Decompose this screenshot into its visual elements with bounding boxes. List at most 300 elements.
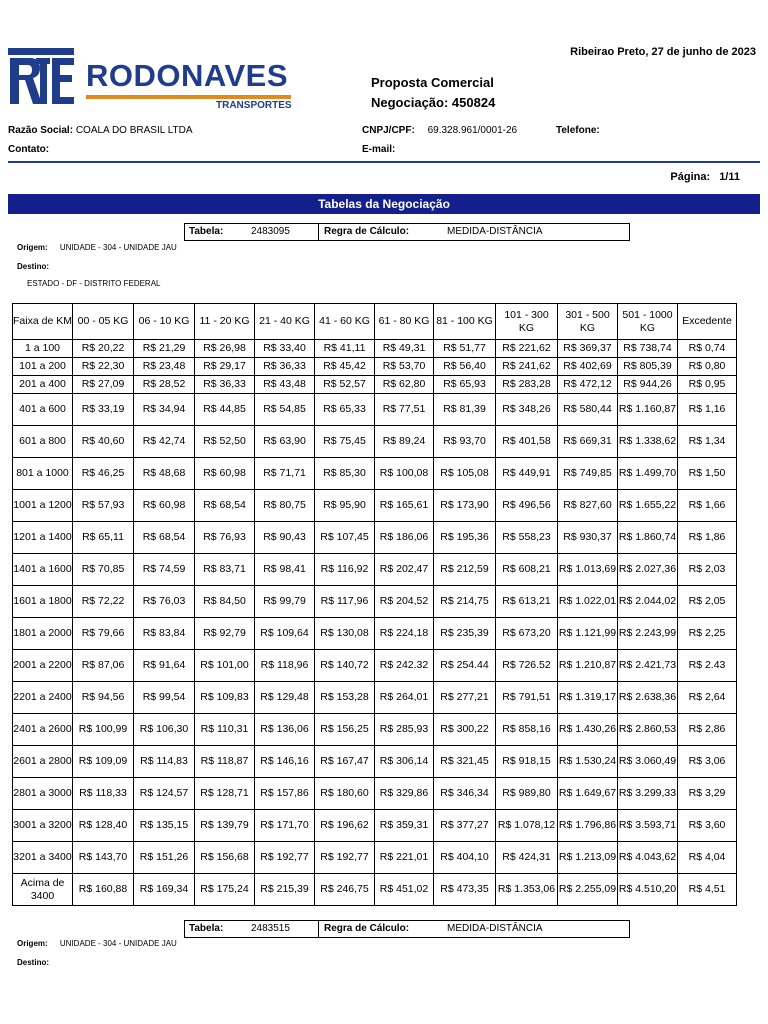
page-label: Página:	[670, 171, 711, 183]
rate-cell: R$ 151,26	[134, 842, 195, 874]
logo-subtitle: TRANSPORTES	[216, 100, 292, 111]
rate-cell: R$ 117,96	[315, 586, 375, 618]
rate-cell: R$ 613,21	[496, 586, 558, 618]
rate-cell: R$ 99,54	[134, 682, 195, 714]
rate-cell: R$ 169,34	[134, 874, 195, 906]
table-row	[13, 842, 737, 874]
rate-cell: R$ 92,79	[195, 618, 255, 650]
rate-cell: R$ 321,45	[434, 746, 496, 778]
rate-cell: R$ 2.027,36	[618, 554, 678, 586]
table2-regra-label: Regra de Cálculo:	[324, 923, 410, 934]
rate-cell: R$ 1,66	[678, 490, 737, 522]
rate-cell: R$ 1.338,62	[618, 426, 678, 458]
rate-cell: R$ 1.649,67	[558, 778, 618, 810]
rate-cell: R$ 424,31	[496, 842, 558, 874]
km-range-cell: 1 a 100	[13, 340, 73, 358]
table1-destino-value: ESTADO - DF - DISTRITO FEDERAL	[27, 279, 161, 288]
rate-cell: R$ 56,40	[434, 358, 496, 376]
rate-cell: R$ 472,12	[558, 376, 618, 394]
company-logo	[6, 44, 296, 114]
rate-cell: R$ 1.160,87	[618, 394, 678, 426]
km-range-cell: 1201 a 1400	[13, 522, 73, 554]
rate-cell: R$ 57,93	[73, 490, 134, 522]
table1-origem-value: UNIDADE - 304 - UNIDADE JAU	[59, 243, 177, 252]
rate-cell: R$ 221,01	[375, 842, 434, 874]
km-range-cell: 2001 a 2200	[13, 650, 73, 682]
rate-cell: R$ 4.043,62	[618, 842, 678, 874]
rate-cell: R$ 1.796,86	[558, 810, 618, 842]
rate-cell: R$ 1.319,17	[558, 682, 618, 714]
rate-cell: R$ 52,57	[315, 376, 375, 394]
rate-cell: R$ 63,90	[255, 426, 315, 458]
rate-cell: R$ 167,47	[315, 746, 375, 778]
rate-cell: R$ 4,51	[678, 874, 737, 906]
rate-cell: R$ 1.655,22	[618, 490, 678, 522]
rate-cell: R$ 109,09	[73, 746, 134, 778]
rate-cell: R$ 3,06	[678, 746, 737, 778]
table1-header-separator	[318, 223, 319, 241]
table-row	[13, 358, 737, 376]
rate-cell: R$ 107,45	[315, 522, 375, 554]
rate-cell: R$ 118,33	[73, 778, 134, 810]
rate-cell: R$ 805,39	[618, 358, 678, 376]
rate-cell: R$ 473,35	[434, 874, 496, 906]
rate-cell: R$ 44,85	[195, 394, 255, 426]
rate-cell: R$ 2.255,09	[558, 874, 618, 906]
table-row	[13, 426, 737, 458]
table1-tabela-value: 2483095	[251, 226, 290, 237]
header-cell: 301 - 500 KG	[558, 304, 618, 340]
rate-cell: R$ 65,93	[434, 376, 496, 394]
table-row	[13, 490, 737, 522]
rate-cell: R$ 105,08	[434, 458, 496, 490]
table-row	[13, 586, 737, 618]
rate-cell: R$ 1.210,87	[558, 650, 618, 682]
rate-cell: R$ 135,15	[134, 810, 195, 842]
header-cell: Excedente	[678, 304, 737, 340]
rate-cell: R$ 65,33	[315, 394, 375, 426]
rate-cell: R$ 3.299,33	[618, 778, 678, 810]
rate-cell: R$ 33,40	[255, 340, 315, 358]
rate-cell: R$ 3,29	[678, 778, 737, 810]
table1-tabela-label: Tabela:	[189, 226, 224, 237]
km-range-cell: 2801 a 3000	[13, 778, 73, 810]
rate-cell: R$ 143,70	[73, 842, 134, 874]
rate-cell: R$ 0,74	[678, 340, 737, 358]
rate-cell: R$ 65,11	[73, 522, 134, 554]
km-range-cell: 201 a 400	[13, 376, 73, 394]
rate-cell: R$ 2.421,73	[618, 650, 678, 682]
table2-tabela-value: 2483515	[251, 923, 290, 934]
rate-cell: R$ 139,79	[195, 810, 255, 842]
rate-cell: R$ 60,98	[195, 458, 255, 490]
rate-cell: R$ 156,68	[195, 842, 255, 874]
table-row	[13, 714, 737, 746]
rate-cell: R$ 0,95	[678, 376, 737, 394]
rate-cell: R$ 90,43	[255, 522, 315, 554]
table2-origem-label: Origem:	[17, 939, 48, 948]
rate-cell: R$ 27,09	[73, 376, 134, 394]
table-row	[13, 874, 737, 906]
rate-cell: R$ 1.353,06	[496, 874, 558, 906]
rate-cell: R$ 109,83	[195, 682, 255, 714]
rate-cell: R$ 36,33	[255, 358, 315, 376]
rte-logo-icon	[6, 44, 78, 114]
rate-cell: R$ 204,52	[375, 586, 434, 618]
rate-cell: R$ 2.243,99	[618, 618, 678, 650]
rate-cell: R$ 242.32	[375, 650, 434, 682]
rate-cell: R$ 22,30	[73, 358, 134, 376]
rate-cell: R$ 944,26	[618, 376, 678, 394]
rate-cell: R$ 306,14	[375, 746, 434, 778]
rate-cell: R$ 89,24	[375, 426, 434, 458]
rate-cell: R$ 2.638,36	[618, 682, 678, 714]
rate-cell: R$ 128,40	[73, 810, 134, 842]
km-range-cell: 601 a 800	[13, 426, 73, 458]
table-row	[13, 554, 737, 586]
km-range-cell: 1601 a 1800	[13, 586, 73, 618]
km-range-cell: 1801 a 2000	[13, 618, 73, 650]
rate-cell: R$ 214,75	[434, 586, 496, 618]
rate-cell: R$ 114,83	[134, 746, 195, 778]
table1-regra-value: MEDIDA-DISTÂNCIA	[447, 226, 543, 237]
rate-cell: R$ 402,69	[558, 358, 618, 376]
rate-cell: R$ 1.530,24	[558, 746, 618, 778]
rate-cell: R$ 40,60	[73, 426, 134, 458]
rate-cell: R$ 186,06	[375, 522, 434, 554]
km-range-cell: 101 a 200	[13, 358, 73, 376]
rate-cell: R$ 451,02	[375, 874, 434, 906]
rate-cell: R$ 160,88	[73, 874, 134, 906]
razao-social-row	[8, 125, 193, 136]
header-cell: 41 - 60 KG	[315, 304, 375, 340]
table2-header-separator	[318, 920, 319, 938]
rate-cell: R$ 106,30	[134, 714, 195, 746]
rate-cell: R$ 70,85	[73, 554, 134, 586]
km-range-cell: 2601 a 2800	[13, 746, 73, 778]
rate-cell: R$ 33,19	[73, 394, 134, 426]
telefone-row	[556, 125, 600, 136]
rate-cell: R$ 277,21	[434, 682, 496, 714]
rate-cell: R$ 264,01	[375, 682, 434, 714]
rate-cell: R$ 84,50	[195, 586, 255, 618]
logo-underline	[86, 95, 291, 99]
rate-cell: R$ 3.593,71	[618, 810, 678, 842]
rate-cell: R$ 74,59	[134, 554, 195, 586]
header-cell: 61 - 80 KG	[375, 304, 434, 340]
rate-cell: R$ 60,98	[134, 490, 195, 522]
rate-cell: R$ 359,31	[375, 810, 434, 842]
rate-cell: R$ 2.044,02	[618, 586, 678, 618]
table1-regra-label: Regra de Cálculo:	[324, 226, 410, 237]
page-value: 1/11	[719, 171, 740, 183]
rate-cell: R$ 989,80	[496, 778, 558, 810]
header-divider	[8, 161, 760, 163]
rate-cell: R$ 81,39	[434, 394, 496, 426]
rate-cell: R$ 53,70	[375, 358, 434, 376]
rate-cell: R$ 1.430,26	[558, 714, 618, 746]
rate-cell: R$ 171,70	[255, 810, 315, 842]
table2-destino-label: Destino:	[17, 958, 49, 967]
rate-cell: R$ 1,86	[678, 522, 737, 554]
rate-cell: R$ 827,60	[558, 490, 618, 522]
rate-cell: R$ 241,62	[496, 358, 558, 376]
razao-social-value: COALA DO BRASIL LTDA	[75, 125, 193, 136]
rate-cell: R$ 94,56	[73, 682, 134, 714]
rate-cell: R$ 1.013,69	[558, 554, 618, 586]
rate-cell: R$ 673,20	[496, 618, 558, 650]
rate-cell: R$ 156,25	[315, 714, 375, 746]
rate-cell: R$ 116,92	[315, 554, 375, 586]
rate-cell: R$ 98,41	[255, 554, 315, 586]
rate-cell: R$ 36,33	[195, 376, 255, 394]
rate-cell: R$ 4,04	[678, 842, 737, 874]
rate-cell: R$ 2.860,53	[618, 714, 678, 746]
rate-cell: R$ 128,71	[195, 778, 255, 810]
km-range-cell: 2201 a 2400	[13, 682, 73, 714]
rate-cell: R$ 20,22	[73, 340, 134, 358]
rate-cell: R$ 52,50	[195, 426, 255, 458]
rate-cell: R$ 41,11	[315, 340, 375, 358]
rate-cell: R$ 930,37	[558, 522, 618, 554]
proposal-block	[371, 73, 495, 113]
rate-cell: R$ 91,64	[134, 650, 195, 682]
rate-cell: R$ 738,74	[618, 340, 678, 358]
rate-cell: R$ 1,50	[678, 458, 737, 490]
table2-origem	[17, 939, 177, 948]
rate-cell: R$ 377,27	[434, 810, 496, 842]
rate-cell: R$ 202,47	[375, 554, 434, 586]
rate-cell: R$ 93,70	[434, 426, 496, 458]
page-indicator	[670, 171, 740, 183]
rate-cell: R$ 749,85	[558, 458, 618, 490]
rate-cell: R$ 153,28	[315, 682, 375, 714]
rate-cell: R$ 46,25	[73, 458, 134, 490]
rate-cell: R$ 51,77	[434, 340, 496, 358]
km-range-cell: 3001 a 3200	[13, 810, 73, 842]
rate-cell: R$ 300,22	[434, 714, 496, 746]
header-cell: 501 - 1000 KG	[618, 304, 678, 340]
rate-cell: R$ 1.121,99	[558, 618, 618, 650]
rate-cell: R$ 669,31	[558, 426, 618, 458]
rate-cell: R$ 791,51	[496, 682, 558, 714]
rate-cell: R$ 23,48	[134, 358, 195, 376]
cnpj-value: 69.328.961/0001-26	[427, 125, 518, 136]
rate-cell: R$ 87,06	[73, 650, 134, 682]
rate-cell: R$ 235,39	[434, 618, 496, 650]
rate-cell: R$ 858,16	[496, 714, 558, 746]
rate-cell: R$ 726.52	[496, 650, 558, 682]
rate-cell: R$ 195,36	[434, 522, 496, 554]
table2-tabela-label: Tabela:	[189, 923, 224, 934]
proposal-title: Proposta Comercial	[371, 75, 494, 90]
rate-cell: R$ 100,08	[375, 458, 434, 490]
rate-cell: R$ 80,75	[255, 490, 315, 522]
rate-cell: R$ 45,42	[315, 358, 375, 376]
header-cell: 00 - 05 KG	[73, 304, 134, 340]
rate-cell: R$ 165,61	[375, 490, 434, 522]
rate-cell: R$ 83,84	[134, 618, 195, 650]
rate-cell: R$ 1.860,74	[618, 522, 678, 554]
km-range-cell: 3201 a 3400	[13, 842, 73, 874]
section-banner: Tabelas da Negociação	[8, 194, 760, 214]
rate-cell: R$ 118,96	[255, 650, 315, 682]
table2-header-box	[184, 920, 630, 938]
rate-cell: R$ 196,62	[315, 810, 375, 842]
rate-cell: R$ 2,03	[678, 554, 737, 586]
table1-header-box	[184, 223, 630, 241]
km-range-cell: Acima de 3400	[13, 874, 73, 906]
rate-cell: R$ 224,18	[375, 618, 434, 650]
rate-cell: R$ 1.499,70	[618, 458, 678, 490]
table1-destino	[17, 262, 49, 271]
rate-cell: R$ 26,98	[195, 340, 255, 358]
km-range-cell: 801 a 1000	[13, 458, 73, 490]
header-cell: 101 - 300 KG	[496, 304, 558, 340]
rate-cell: R$ 346,34	[434, 778, 496, 810]
rate-cell: R$ 101,00	[195, 650, 255, 682]
rate-cell: R$ 254.44	[434, 650, 496, 682]
rate-cell: R$ 99,79	[255, 586, 315, 618]
rate-cell: R$ 0,80	[678, 358, 737, 376]
rate-cell: R$ 2,86	[678, 714, 737, 746]
email-label: E-mail:	[362, 144, 396, 155]
rate-cell: R$ 348,26	[496, 394, 558, 426]
rate-cell: R$ 124,57	[134, 778, 195, 810]
rate-cell: R$ 34,94	[134, 394, 195, 426]
table-row	[13, 650, 737, 682]
rate-cell: R$ 49,31	[375, 340, 434, 358]
rate-cell: R$ 29,17	[195, 358, 255, 376]
rate-cell: R$ 2,64	[678, 682, 737, 714]
cnpj-label: CNPJ/CPF:	[362, 125, 415, 136]
rate-cell: R$ 496,56	[496, 490, 558, 522]
rate-cell: R$ 369,37	[558, 340, 618, 358]
rate-cell: R$ 109,64	[255, 618, 315, 650]
rate-cell: R$ 68,54	[134, 522, 195, 554]
rate-cell: R$ 3.060,49	[618, 746, 678, 778]
km-range-cell: 1001 a 1200	[13, 490, 73, 522]
table-row	[13, 376, 737, 394]
rate-cell: R$ 48,68	[134, 458, 195, 490]
km-range-cell: 401 a 600	[13, 394, 73, 426]
rate-cell: R$ 192,77	[255, 842, 315, 874]
table2-destino	[17, 958, 49, 967]
rate-cell: R$ 180,60	[315, 778, 375, 810]
header-cell: 06 - 10 KG	[134, 304, 195, 340]
header-cell: 21 - 40 KG	[255, 304, 315, 340]
rate-cell: R$ 28,52	[134, 376, 195, 394]
rate-cell: R$ 283,28	[496, 376, 558, 394]
rate-cell: R$ 68,54	[195, 490, 255, 522]
table-row	[13, 522, 737, 554]
header-cell: Faixa de KM	[13, 304, 73, 340]
rate-cell: R$ 100,99	[73, 714, 134, 746]
rate-cell: R$ 580,44	[558, 394, 618, 426]
rate-cell: R$ 21,29	[134, 340, 195, 358]
rate-cell: R$ 140,72	[315, 650, 375, 682]
rate-cell: R$ 1,16	[678, 394, 737, 426]
rate-cell: R$ 1.213,09	[558, 842, 618, 874]
rate-cell: R$ 1,34	[678, 426, 737, 458]
rate-cell: R$ 212,59	[434, 554, 496, 586]
rate-cell: R$ 76,93	[195, 522, 255, 554]
table-row	[13, 458, 737, 490]
rate-cell: R$ 192,77	[315, 842, 375, 874]
table-row	[13, 778, 737, 810]
rate-cell: R$ 130,08	[315, 618, 375, 650]
document-date: Ribeirao Preto, 27 de junho de 2023	[570, 46, 756, 58]
rate-cell: R$ 75,45	[315, 426, 375, 458]
rate-cell: R$ 4.510,20	[618, 874, 678, 906]
rate-cell: R$ 42,74	[134, 426, 195, 458]
rate-cell: R$ 1.022,01	[558, 586, 618, 618]
rate-cell: R$ 173,90	[434, 490, 496, 522]
rate-cell: R$ 85,30	[315, 458, 375, 490]
rate-cell: R$ 449,91	[496, 458, 558, 490]
rate-cell: R$ 79,66	[73, 618, 134, 650]
rate-cell: R$ 136,06	[255, 714, 315, 746]
table-row	[13, 340, 737, 358]
rate-cell: R$ 83,71	[195, 554, 255, 586]
table2-regra-value: MEDIDA-DISTÂNCIA	[447, 923, 543, 934]
rate-cell: R$ 329,86	[375, 778, 434, 810]
rate-cell: R$ 146,16	[255, 746, 315, 778]
rate-cell: R$ 215,39	[255, 874, 315, 906]
telefone-label: Telefone:	[556, 125, 600, 136]
rate-cell: R$ 401,58	[496, 426, 558, 458]
table2-origem-value: UNIDADE - 304 - UNIDADE JAU	[59, 939, 177, 948]
rate-cell: R$ 71,71	[255, 458, 315, 490]
rate-cell: R$ 221,62	[496, 340, 558, 358]
table-row	[13, 746, 737, 778]
rate-cell: R$ 1.078,12	[496, 810, 558, 842]
rate-cell: R$ 608,21	[496, 554, 558, 586]
km-range-cell: 2401 a 2600	[13, 714, 73, 746]
rate-cell: R$ 118,87	[195, 746, 255, 778]
rate-cell: R$ 2,25	[678, 618, 737, 650]
table1-destino-label: Destino:	[17, 262, 49, 271]
razao-social-label: Razão Social:	[8, 125, 74, 136]
email-row	[362, 144, 395, 155]
rate-cell: R$ 110,31	[195, 714, 255, 746]
rate-cell: R$ 2.43	[678, 650, 737, 682]
rate-cell: R$ 918,15	[496, 746, 558, 778]
cnpj-row	[362, 125, 517, 136]
header-cell: 81 - 100 KG	[434, 304, 496, 340]
rate-cell: R$ 175,24	[195, 874, 255, 906]
header-cell: 11 - 20 KG	[195, 304, 255, 340]
rate-cell: R$ 62,80	[375, 376, 434, 394]
rate-cell: R$ 129,48	[255, 682, 315, 714]
rate-cell: R$ 558,23	[496, 522, 558, 554]
rate-cell: R$ 404,10	[434, 842, 496, 874]
rate-cell: R$ 72,22	[73, 586, 134, 618]
rates-header-row	[13, 304, 737, 340]
rate-cell: R$ 77,51	[375, 394, 434, 426]
rate-cell: R$ 43,48	[255, 376, 315, 394]
table1-origem	[17, 243, 177, 252]
table-row	[13, 618, 737, 650]
table-row	[13, 682, 737, 714]
rate-cell: R$ 157,86	[255, 778, 315, 810]
rate-cell: R$ 76,03	[134, 586, 195, 618]
contato-label: Contato:	[8, 144, 50, 155]
table-row	[13, 810, 737, 842]
table-row	[13, 394, 737, 426]
rate-cell: R$ 3,60	[678, 810, 737, 842]
rate-cell: R$ 54,85	[255, 394, 315, 426]
